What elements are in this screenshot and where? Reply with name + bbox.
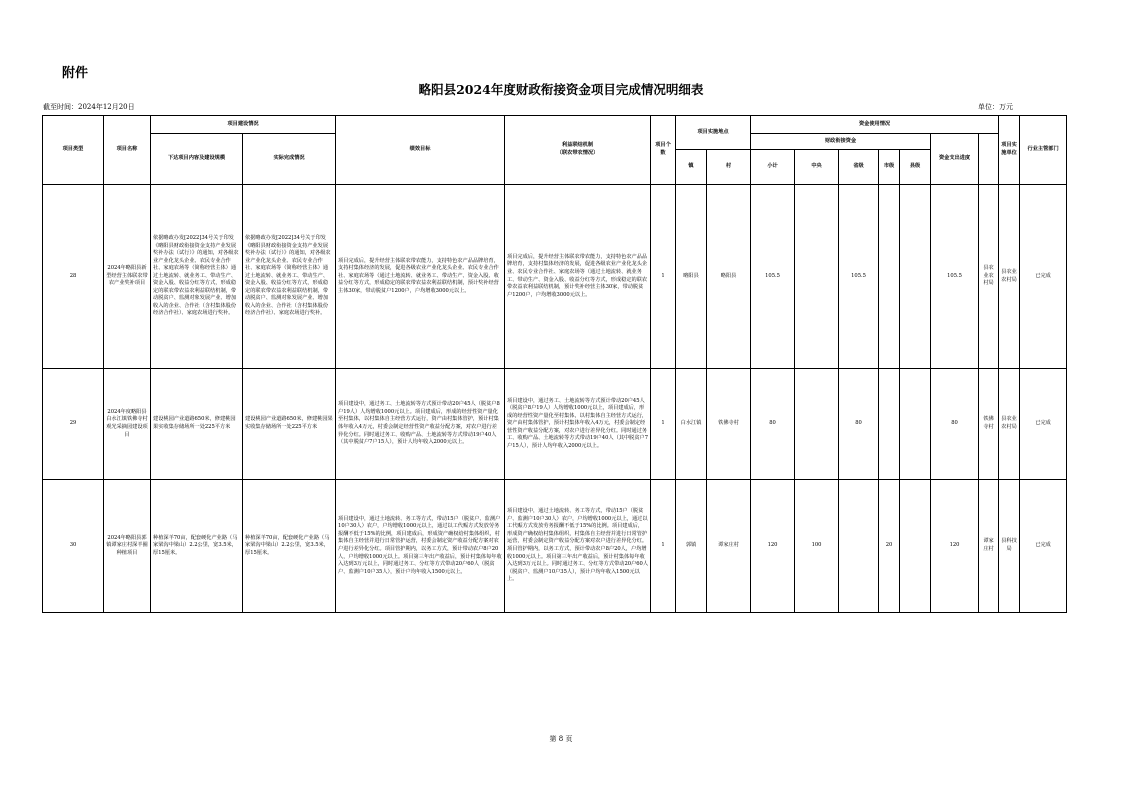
cell-county bbox=[900, 185, 931, 369]
cell-count: 1 bbox=[651, 480, 676, 613]
cell-count: 1 bbox=[651, 185, 676, 369]
cell-subtotal: 120 bbox=[751, 480, 795, 613]
cell-actual: 建设桃园产业道路650米，修建桃园果实收集存储场所一处225平方米 bbox=[243, 369, 336, 480]
header-planned-content: 下达项目内容及建设规模 bbox=[151, 134, 243, 185]
cell-type: 30 bbox=[43, 480, 104, 613]
unit-label: 单位：万元 bbox=[978, 103, 1013, 111]
page-number: 第 8 页 bbox=[549, 735, 573, 743]
cell-town: 郭镇 bbox=[676, 480, 707, 613]
header-county: 县级 bbox=[900, 150, 931, 185]
cell-town: 白水江镇 bbox=[676, 369, 707, 480]
cell-count: 1 bbox=[651, 369, 676, 480]
cell-city bbox=[879, 185, 900, 369]
cell-status: 已完成 bbox=[1020, 185, 1067, 369]
cell-expenditure: 80 bbox=[931, 369, 979, 480]
cell-expenditure: 120 bbox=[931, 480, 979, 613]
cell-county bbox=[900, 369, 931, 480]
cell-status: 已完成 bbox=[1020, 369, 1067, 480]
project-table bbox=[42, 115, 1067, 613]
cell-city bbox=[879, 369, 900, 480]
cell-county bbox=[900, 480, 931, 613]
cell-goal: 项目建设中，通过务工、土地流转等方式预计带动20户45人（脱贫户8户19人）人均增收1000元以上。项目建成后，形成的经营性资产量化至村集体，以村集体自主经营方式运行，资产由村集体管护，预计村集体年收入4万元，村委会制定经营性资产收益分配方案，对农户进行差异化分红。同时通过务工、收购产品、土地流转等方式带动19户40人（其中脱贫户7户15人），预计人均年收入2000元以上。 bbox=[336, 369, 505, 480]
cell-expenditure: 105.5 bbox=[931, 185, 979, 369]
header-implementing-unit: 项目实施单位 bbox=[999, 116, 1020, 185]
cell-unit: 县农业农村局 bbox=[979, 185, 999, 369]
cell-planned: 建设桃园产业道路650米，修建桃园果实收集存储场所一处225平方米 bbox=[151, 369, 243, 480]
cell-town: 略阳县 bbox=[676, 185, 707, 369]
cell-status: 已完成 bbox=[1020, 480, 1067, 613]
header-performance-goal: 绩效目标 bbox=[336, 116, 505, 185]
cell-village: 谭家庄村 bbox=[707, 480, 751, 613]
header-provincial: 省级 bbox=[839, 150, 879, 185]
header-fiscal-fund: 财政衔接资金 bbox=[751, 134, 931, 150]
cell-central: 100 bbox=[795, 480, 839, 613]
cell-provincial bbox=[839, 480, 879, 613]
cell-goal: 项目建设中，通过土地流转、务工等方式，带动15户（脱贫户、监测户10户30人）农户，户均增收1000元以上，通过以工代赈方式发放劳务报酬不低于15%的比例，项目建成后，形成资产确权给村集体组织，村集体自主经营并进行日常管护运营，村委会制定资产收益分配方案对农户进行差异化分红。项目管护期内，以务工方式，预计带动农户8户20人，户均增收1000元以上。项目第三年出产收益后，预计村集体每年收入达到3万元以上，同时通过务工、分红等方式带动20户60人（脱贫户、监测户10户35人），预计户均年收入1500元以上。 bbox=[336, 480, 505, 613]
cell-village: 铁佛寺村 bbox=[707, 369, 751, 480]
cell-name: 2024年度略阳县白水江镇铁佛寺村观光采摘园建设项目 bbox=[104, 369, 151, 480]
header-subtotal: 小计 bbox=[751, 150, 795, 185]
header-location: 项目实施地点 bbox=[676, 116, 751, 150]
cell-type: 29 bbox=[43, 369, 104, 480]
cell-planned: 种植深羊70亩，配套硬化产业路（马家梁沟中梁山）2.2公里，宽3.5米，厚15厘米。 bbox=[151, 480, 243, 613]
cell-city: 20 bbox=[879, 480, 900, 613]
cell-benefit: 项目建设中，通过务工、土地流转等方式预计带动20户45人（脱贫户8户19人）人均增收1000元以上，项目建成后，形成的经营性资产量化至村集体，以村集体自主经营方式运行，资产由村集体管护，预计村集体年收入4万元，村委会制定经营性资产收益分配方案，对农户进行差异化分红。同时通过务工、收购产品、土地流转等方式带动19户40人（其中脱贫户7户15人），预计人均年收入2000元以上。 bbox=[505, 369, 651, 480]
header-project-name: 项目名称 bbox=[104, 116, 151, 185]
header-project-count: 项目个数 bbox=[651, 116, 676, 185]
cell-goal: 项目完成后，提升经营主体联农带农能力，支持特色农产品品牌培育，支持村集体经济的发展，促进各级农业产业化龙头企业、农民专业合作社、家庭农场等（通过土地流转、就业务工、带动生产、资金入股、收益分红等方式，形成稳定的联农带农益农利益联结机制，预计奖补经营主体30家，带动脱贫户1200户，户均增收3000元以上。 bbox=[336, 185, 505, 369]
header-city: 市级 bbox=[879, 150, 900, 185]
cell-dept: 县农业农村局 bbox=[999, 369, 1020, 480]
header-competent-dept: 行业主管部门 bbox=[1020, 116, 1067, 185]
cell-dept: 县农业农村局 bbox=[999, 185, 1020, 369]
cell-benefit: 项目完成后，提升经营主体联农带农能力，支持特色农产品品牌培育，支持村集体经济的发展，促进各级农业产业化龙头企业、农民专业合作社、家庭农场等（通过土地流转、就业务工、带动生产、资金入股、收益分红等方式，形成稳定的联农带农益农利益联结机制，预计奖补经营主体30家，带动脱贫户1200户，户均增收3000元以上。 bbox=[505, 185, 651, 369]
table-row bbox=[43, 369, 1067, 480]
cell-planned: 依据略政办发[2022]34号关于印发《略阳县财政衔接资金支持产业发展奖补办法（试行）》的通知，对各级农业产业化龙头企业、农民专业合作社、家庭农场等（简称经营主体）通过土地流转、就业务工、带动生产、资金入股、收益分红等方式，形成稳定的联农带农益农利益联结机制，带动脱贫户、监测对象发展产业、增加收入的企业、合作社（含村集体股份经济合作社）、家庭农场进行奖补。 bbox=[151, 185, 243, 369]
header-expenditure: 资金支出进度 bbox=[931, 134, 979, 185]
attachment-label: 附件 bbox=[62, 66, 89, 81]
header-benefit-line1: 利益联结机制 bbox=[561, 142, 594, 149]
header-village: 村 bbox=[707, 150, 751, 185]
header-construction: 项目建设情况 bbox=[151, 116, 336, 134]
cell-actual: 依据略政办发[2022]34号关于印发《略阳县财政衔接资金支持产业发展奖补办法（试行）》的通知，对各级农业产业化龙头企业、农民专业合作社、家庭农场等（简称经营主体）通过土地流转、就业务工、带动生产、资金入股、收益分红等方式，形成稳定的联农带农益农利益联结机制，带动脱贫户、监测对象发展产业、增加收入的企业、合作社（含村集体股份经济合作社）、家庭农场进行奖补。 bbox=[243, 185, 336, 369]
header-town: 镇 bbox=[676, 150, 707, 185]
cell-benefit: 项目建设中，通过土地流转、务工等方式，带动15户（脱贫户、监测户10户30人）农户，户均增收1000元以上，通过以工代赈方式发放劳务报酬不低于15%的比例。项目建成后，形成资产确权给村集体组织，村集体自主经营并进行日常管护运营，村委会制定资产收益分配方案对农户进行差异化分红。项目管护期内，以务工方式，预计带动农户8户20人，户均增收1000元以上。项目第三年出产收益后，预计村集体每年收入达到3万元以上。同时通过务工、分红等方式带动20户60人（脱贫户、监测户10户35人），预计户均年收入1500元以上。 bbox=[505, 480, 651, 613]
header-fund-usage: 资金使用情况 bbox=[751, 116, 999, 134]
cell-name: 2024年略阳县郭镇谭家庄村深羊圈种植项目 bbox=[104, 480, 151, 613]
cell-name: 2024年略阳县新型经营主体联农带农产业奖补项目 bbox=[104, 185, 151, 369]
cell-dept: 县科技局 bbox=[999, 480, 1020, 613]
header-project-type: 项目类型 bbox=[43, 116, 104, 185]
cell-subtotal: 105.5 bbox=[751, 185, 795, 369]
cell-village: 略阳县 bbox=[707, 185, 751, 369]
cell-central bbox=[795, 369, 839, 480]
cell-provincial: 105.5 bbox=[839, 185, 879, 369]
cell-unit: 谭家庄村 bbox=[979, 480, 999, 613]
header-benefit-mechanism bbox=[505, 116, 651, 185]
cutoff-date: 截至时间：2024年12月20日 bbox=[43, 103, 135, 111]
header-actual-completion: 实际完成情况 bbox=[243, 134, 336, 185]
cell-central bbox=[795, 185, 839, 369]
header-benefit-line2: （联农带农情况） bbox=[556, 150, 599, 156]
cell-subtotal: 80 bbox=[751, 369, 795, 480]
document-title: 略阳县2024年度财政衔接资金项目完成情况明细表 bbox=[418, 82, 704, 97]
table-row bbox=[43, 185, 1067, 369]
table-row bbox=[43, 480, 1067, 613]
header-central: 中央 bbox=[795, 150, 839, 185]
cell-actual: 种植深羊70亩，配套硬化产业路（马家梁沟中梁山）2.2公里，宽3.5米，厚15厘米。 bbox=[243, 480, 336, 613]
cell-provincial: 80 bbox=[839, 369, 879, 480]
cell-unit: 铁佛寺村 bbox=[979, 369, 999, 480]
cell-type: 28 bbox=[43, 185, 104, 369]
